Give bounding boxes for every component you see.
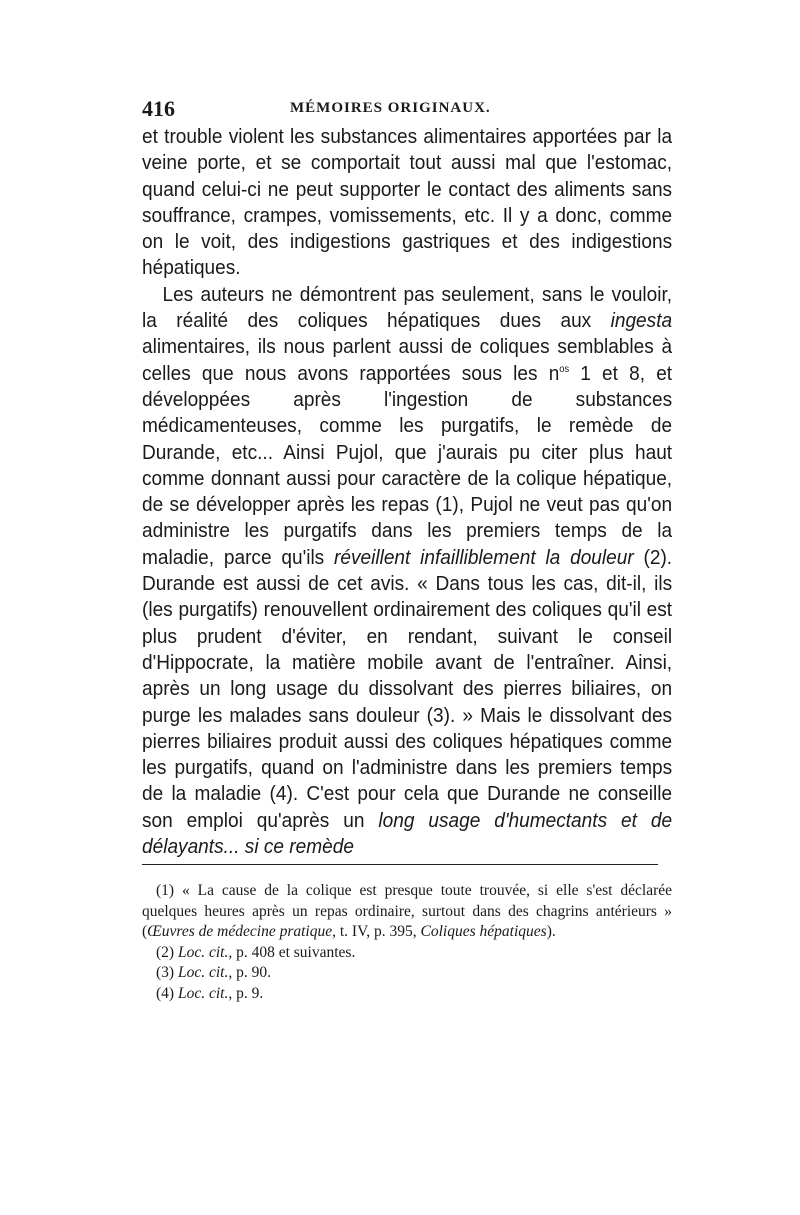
footnote-4-rest: , p. 9. xyxy=(228,984,264,1002)
paragraph-2-part-a: Les auteurs ne démontrent pas seulement, sans le vouloir, la réalité des coliques hépatiques dues aux xyxy=(142,282,673,333)
superscript-os: os xyxy=(559,363,570,375)
paragraph-1: et trouble violent les substances alimentaires apportées par la veine porte, et se comportait tout aussi mal que l'estomac, quand celui-ci ne peut supporter le contact des aliments sans souffrance, crampes, vomissements, etc. Il y a donc, comme on le voit, des indigestions gastriques et des indigestions hépatiques. xyxy=(142,125,673,280)
footnote-1-part-a: (1) « La cause de la colique est presque toute trouvée, si elle s'est déclarée quelques heures après un repas ordinaire, surtout dans des chagrins antérieurs » ( xyxy=(142,882,672,940)
footnote-separator xyxy=(142,864,658,865)
footnote-2 xyxy=(142,943,672,964)
footnote-2-number: (2) xyxy=(156,943,178,961)
footnote-3-number: (3) xyxy=(156,964,178,981)
paragraph-2-part-c: 1 et 8, et développées après l'ingestion de substances médicamenteuses, comme les purgatifs, le remède de Durande, etc... Ainsi Pujol, que j'aurais pu citer plus haut comme donnant aussi pour caractère de la colique hépatique, de se développer après les repas (1), Pujol ne veut pas qu'on administre les purgatifs dans les premiers temps de la maladie, parce qu'ils xyxy=(142,361,673,569)
italic-quote-durande: long usage d'humectants et de délayants... si ce remède xyxy=(142,808,673,859)
italic-quote-pujol: réveillent infailliblement la douleur xyxy=(334,545,634,569)
footnote-2-rest: , p. 408 et suivantes. xyxy=(228,943,356,961)
footnote-2-italic: Loc. cit. xyxy=(177,943,229,961)
footnotes xyxy=(142,881,672,1004)
paragraph-2 xyxy=(142,282,672,861)
body-text xyxy=(142,124,672,860)
footnote-4 xyxy=(142,984,672,1005)
footnote-3 xyxy=(142,963,672,984)
footnote-1 xyxy=(142,881,672,943)
footnote-3-italic: Loc. cit. xyxy=(177,964,229,981)
footnote-4-italic: Loc. cit. xyxy=(177,984,229,1002)
footnote-1-part-b: , t. IV, p. 395, xyxy=(332,923,421,940)
page-number: 416 xyxy=(142,96,175,121)
footnote-1-part-c: ). xyxy=(546,923,556,940)
footnote-1-italic-2: Coliques hépatiques xyxy=(420,923,547,940)
paragraph-2-part-d: (2). Durande est aussi de cet avis. « Dans tous les cas, dit-il, ils (les purgatifs) renouvellent ordinairement des coliques qu'il est plus prudent d'éviter, en rendant, suivant le conseil d'Hippocrate, la matière mobile avant de l'entraîner. Ainsi, après un long usage du dissolvant des pierres biliaires, on purge les malades sans douleur (3). » Mais le dissolvant des pierres biliaires produit aussi des coliques hépatiques comme les purgatifs, quand on l'administre dans les premiers temps de la maladie (4). C'est pour cela que Durande ne conseille son emploi qu'après un xyxy=(142,545,673,832)
page xyxy=(142,96,672,860)
italic-ingesta: ingesta xyxy=(610,309,673,333)
footnote-4-number: (4) xyxy=(156,984,178,1002)
page-header xyxy=(142,96,672,124)
running-title: MÉMOIRES ORIGINAUX. xyxy=(290,100,491,116)
paragraph-2-part-b: alimentaires, ils nous parlent aussi de coliques semblables à celles que nous avons rapportées sous les n xyxy=(142,335,673,385)
footnote-3-rest: , p. 90. xyxy=(228,964,271,981)
footnote-1-italic: Œuvres de médecine pratique xyxy=(147,923,333,940)
